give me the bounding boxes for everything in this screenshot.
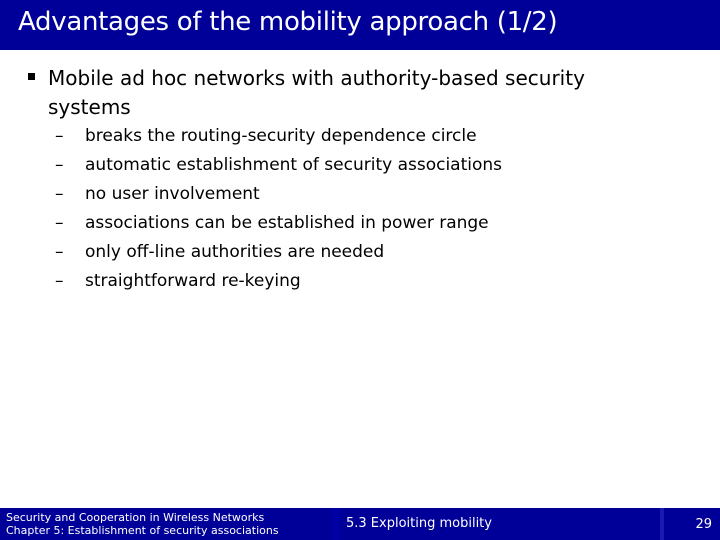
- main-bullet: [48, 64, 688, 122]
- sub-bullet-item: [0, 122, 720, 151]
- sub-bullet-text: only off-line authorities are needed: [85, 242, 385, 262]
- sub-bullet-text: no user involvement: [85, 184, 260, 204]
- sub-bullet-text: breaks the routing-security dependence circle: [85, 126, 477, 146]
- sub-bullet-text: associations can be established in power range: [85, 213, 489, 233]
- footer-section: 5.3 Exploiting mobility: [346, 516, 492, 531]
- sub-bullet-item: [0, 180, 720, 209]
- sub-bullet-item: [0, 238, 720, 267]
- dash-bullet-icon: –: [55, 242, 64, 262]
- main-bullet-line-1: Mobile ad hoc networks with authority-based security: [48, 66, 585, 90]
- footer-chapter: Chapter 5: Establishment of security associations: [6, 524, 279, 537]
- sub-bullet-text: straightforward re-keying: [85, 271, 301, 291]
- dash-bullet-icon: –: [55, 213, 64, 233]
- dash-bullet-icon: –: [55, 184, 64, 204]
- slide-title: Advantages of the mobility approach (1/2): [18, 7, 558, 37]
- sub-bullet-text: automatic establishment of security associations: [85, 155, 503, 175]
- footer-section-box: [334, 508, 662, 540]
- sub-bullet-item: [0, 209, 720, 238]
- footer-bar: [0, 508, 720, 540]
- title-bar: [0, 0, 720, 50]
- footer-book-title: Security and Cooperation in Wireless Networks: [6, 511, 265, 524]
- main-bullet-line-2: systems: [48, 95, 131, 119]
- dash-bullet-icon: –: [55, 155, 64, 175]
- footer-book-info: [6, 511, 279, 537]
- sub-bullet-item: [0, 267, 720, 296]
- dash-bullet-icon: –: [55, 126, 64, 146]
- footer-divider: [660, 508, 664, 540]
- square-bullet-icon: [28, 73, 35, 80]
- dash-bullet-icon: –: [55, 271, 64, 291]
- sub-bullet-item: [0, 151, 720, 180]
- page-number: 29: [695, 517, 712, 532]
